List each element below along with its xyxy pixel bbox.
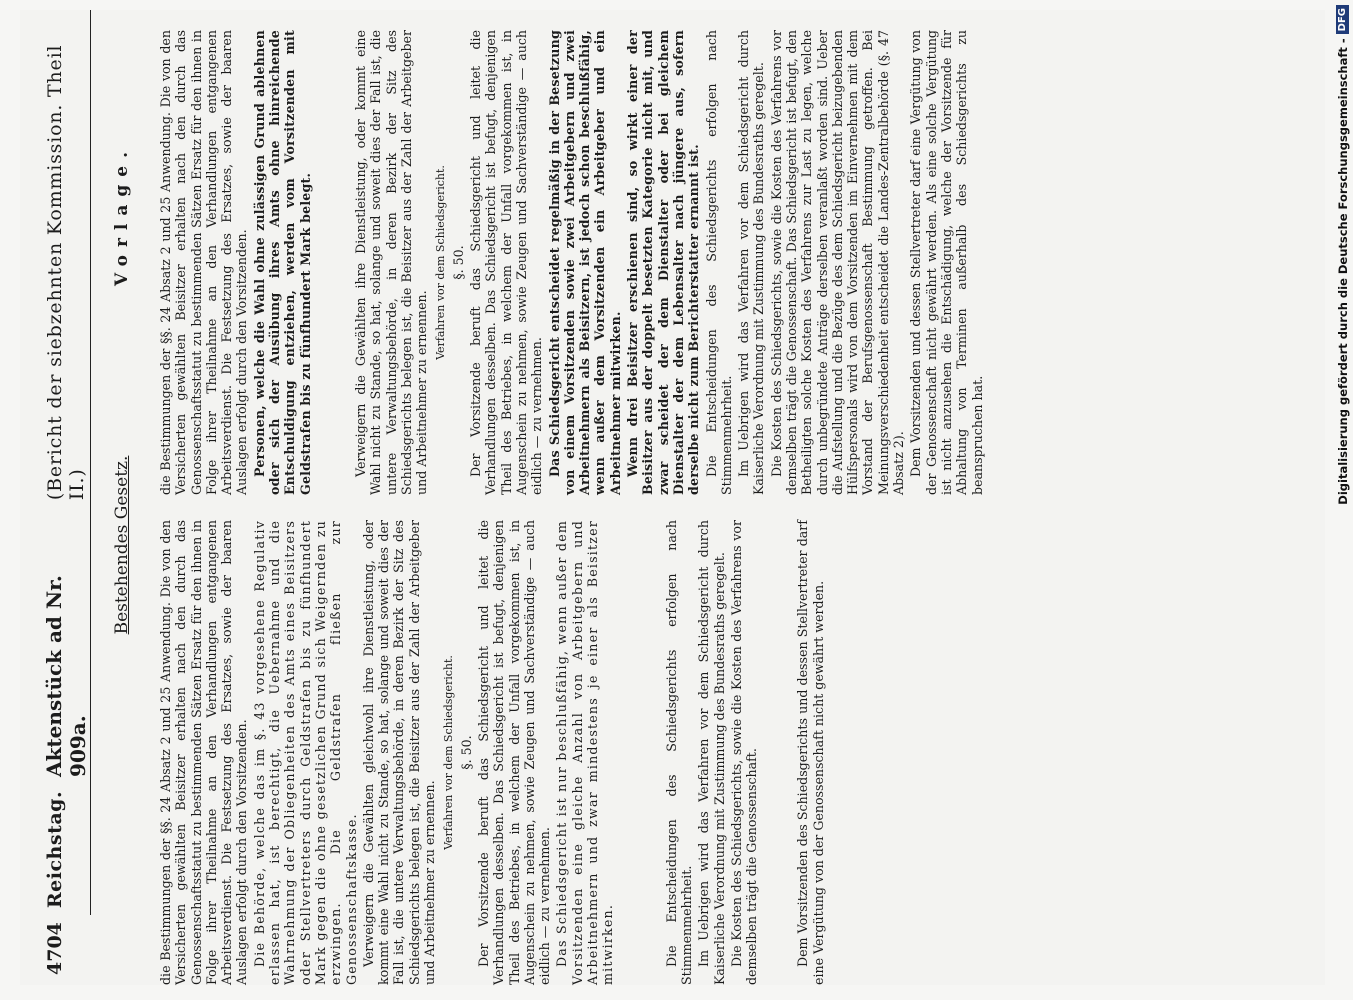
- page-number: 4704: [44, 922, 66, 975]
- left-paragraph: Das Schiedsgericht ist nur beschlußfähig, wenn außer dem Vorsitzenden eine gleiche Anzahl von Arbeitgebern und Arbeitnehmern und zwar mindestens je einer als Beisitzer mitwirken.: [554, 520, 616, 985]
- left-column: [158, 520, 828, 985]
- left-paragraph: Im Uebrigen wird das Verfahren vor dem Schiedsgericht durch Kaiserliche Verordnung mit Zustimmung des Bundesraths geregelt.: [696, 520, 727, 985]
- right-paragraph: Die Entscheidungen des Schiedsgerichts erfolgen nach Stimmenmehrheit.: [703, 30, 734, 495]
- left-paragraph: Die Entscheidungen des Schiedsgerichts erfolgen nach Stimmenmehrheit.: [663, 520, 694, 985]
- page-header: [42, 10, 90, 985]
- right-paragraph: Die Kosten des Schiedsgerichts, sowie die Kosten des Verfahrens vor demselben trägt die Genossenschaft. Das Schiedsgericht ist befugt, den Betheiligten solche Kosten des Verfahrens zur Last zu legen, welche durch unbegründete Anträge derselben veranlaßt worden sind. Ueber die Aufstellung und die Bezüge des dem Schiedsgericht beizugebenden Hülfspersonals wird von dem Vorsitzenden im Einvernehmen mit dem Vorstand der Berufsgenossenschaft Bestimmung getroffen. Bei Meinungsverschiedenheit entscheidet die Landes-Zentralbehörde (§. 47 Absatz 2).: [768, 30, 907, 495]
- credit-text-line: [1332, 5, 1353, 990]
- right-paragraph: Im Uebrigen wird das Verfahren vor dem Schiedsgericht durch Kaiserliche Verordnung mit Zustimmung des Bundesraths geregelt.: [736, 30, 767, 495]
- left-section-number: §. 50.: [458, 735, 474, 770]
- left-column-title: Bestehendes Gesetz.: [112, 455, 132, 635]
- right-paragraph: Dem Vorsitzenden und dessen Stellvertreter darf eine Vergütung von der Genossenschaft nicht gewährt werden. Als eine solche Vergütung ist nicht anzusehen die Entschädigung, welche der Vorsitzende für Abhaltung von Terminen außerhalb des Schiedsgerichts zu beanspruchen hat.: [908, 30, 985, 495]
- dfg-logo: DFG: [1336, 5, 1349, 34]
- left-paragraph: Der Vorsitzende beruft das Schiedsgericht und leitet die Verhandlungen desselben. Das Schiedsgericht ist befugt, denjenigen Theil des Betriebes, in welchem der Unfall vorgekommen ist, in Augenschein zu nehmen, sowie Zeugen und Sachverständige — auch eidlich — zu vernehmen.: [475, 520, 553, 985]
- left-paragraph: die Bestimmungen der §§. 24 Absatz 2 und 25 Anwendung. Die von den Versicherten gewählten Beisitzer erhalten nach den durch das Genossenschaftsstatut zu bestimmenden Sätzen Ersatz für den ihnen in Folge ihrer Theilnahme an den Verhandlungen entgangenen Arbeitsverdienst. Die Festsetzung des Ersatzes, sowie der baaren Auslagen erfolgt durch den Vorsitzenden.: [158, 520, 250, 985]
- right-paragraph: Verweigern die Gewählten ihre Dienstleistung, oder kommt eine Wahl nicht zu Stande, so hat, solange und soweit dies der Fall ist, die untere Verwaltungsbehörde, in deren Bezirk der Sitz des Schiedsgerichts belegen ist, die Beisitzer aus der Zahl der Arbeitgeber und Arbeitnehmer zu ernennen.: [352, 30, 430, 495]
- left-paragraph: Dem Vorsitzenden des Schiedsgerichts und dessen Stellvertreter darf eine Vergütung von der Genossenschaft nicht gewährt werden.: [795, 520, 826, 985]
- document-reference: Aktenstück ad Nr. 909a.: [42, 575, 90, 777]
- publication-name: Reichstag.: [44, 790, 66, 909]
- scanned-page: [20, 10, 1325, 985]
- left-paragraph: Die Behörde, welche das im §. 43 vorgesehene Regulativ erlassen hat, ist berechtigt, die Uebernahme und die Wahrnehmung der Obliegenheiten des Amts eines Beisitzers oder Stellvertreters durch Geldstrafen bis zu fünfhundert Mark gegen die ohne gesetzlichen Grund sich Weigernden zu erzwingen. Die Geldstrafen fließen zur Genossenschaftskasse.: [251, 520, 359, 985]
- rotated-page-content: [20, 10, 1260, 985]
- header-rule: [90, 10, 91, 915]
- right-paragraph: Der Vorsitzende beruft das Schiedsgericht und leitet die Verhandlungen desselben. Das Schiedsgericht ist befugt, denjenigen Theil des Betriebes, in welchem der Unfall vorgekommen ist, in Augenschein zu nehmen, sowie Zeugen und Sachverständige — auch eidlich — zu vernehmen.: [468, 30, 545, 495]
- left-paragraph: Verweigern die Gewählten gleichwohl ihre Dienstleistung, oder kommt eine Wahl nicht zu Stande, so hat, solange und soweit dies der Fall ist, die untere Verwaltungsbehörde, in deren Bezirk der Sitz des Schiedsgerichts belegen ist, die Beisitzer aus der Zahl der Arbeitgeber und Arbeitnehmer zu ernennen.: [360, 520, 438, 985]
- right-paragraph: Personen, welche die Wahl ohne zulässigen Grund ablehnen oder sich der Ausübung ihres Amts ohne hinreichende Entschuldigung entziehen, werden vom Vorsitzenden mit Geldstrafen bis zu fünfhundert Mark belegt.: [251, 30, 313, 495]
- right-paragraph: Das Schiedsgericht entscheidet regelmäßig in der Besetzung von einem Vorsitzenden sowie zwei Arbeitgebern und zwei Arbeitnehmern als Beisitzern, ist jedoch schon beschlußfähig, wenn außer dem Vorsitzenden ein Arbeitgeber und ein Arbeitnehmer mitwirken.: [546, 30, 623, 495]
- right-section-number: §. 50.: [450, 245, 466, 280]
- right-column: [158, 30, 987, 495]
- report-title: (Bericht der siebzehnten Kommission. Theil II.): [44, 44, 88, 501]
- right-paragraph: die Bestimmungen der §§. 24 Absatz 2 und 25 Anwendung. Die von den Versicherten gewählten Beisitzer erhalten nach den durch das Genossenschaftsstatut zu bestimmenden Sätzen Ersatz für den ihnen in Folge ihrer Theilnahme an den Verhandlungen entgangenen Arbeitsverdienst. Die Festsetzung des Ersatzes, sowie der baaren Auslagen erfolgt durch den Vorsitzenden.: [158, 30, 250, 495]
- digitization-credit: [1332, 0, 1353, 1000]
- right-section-title: Verfahren vor dem Schiedsgericht.: [434, 165, 448, 360]
- credit-text: Digitalisierung gefördert durch die Deutsche Forschungsgemeinschaft -: [1335, 38, 1350, 505]
- left-section-title: Verfahren vor dem Schiedsgericht.: [442, 655, 456, 850]
- right-paragraph: Wenn drei Beisitzer erschienen sind, so wirkt einer der Beisitzer aus der doppelt besetzten Kategorie nicht mit, und zwar scheidet der dem Dienstalter oder bei gleichem Dienstalter der dem Lebensalter nach jüngere aus, sofern derselbe nicht zum Berichterstatter ernannt ist.: [625, 30, 702, 495]
- right-column-title: Vorlage.: [112, 143, 132, 287]
- left-paragraph: Die Kosten des Schiedsgerichts, sowie die Kosten des Verfahrens vor demselben trägt die Genossenschaft.: [728, 520, 760, 985]
